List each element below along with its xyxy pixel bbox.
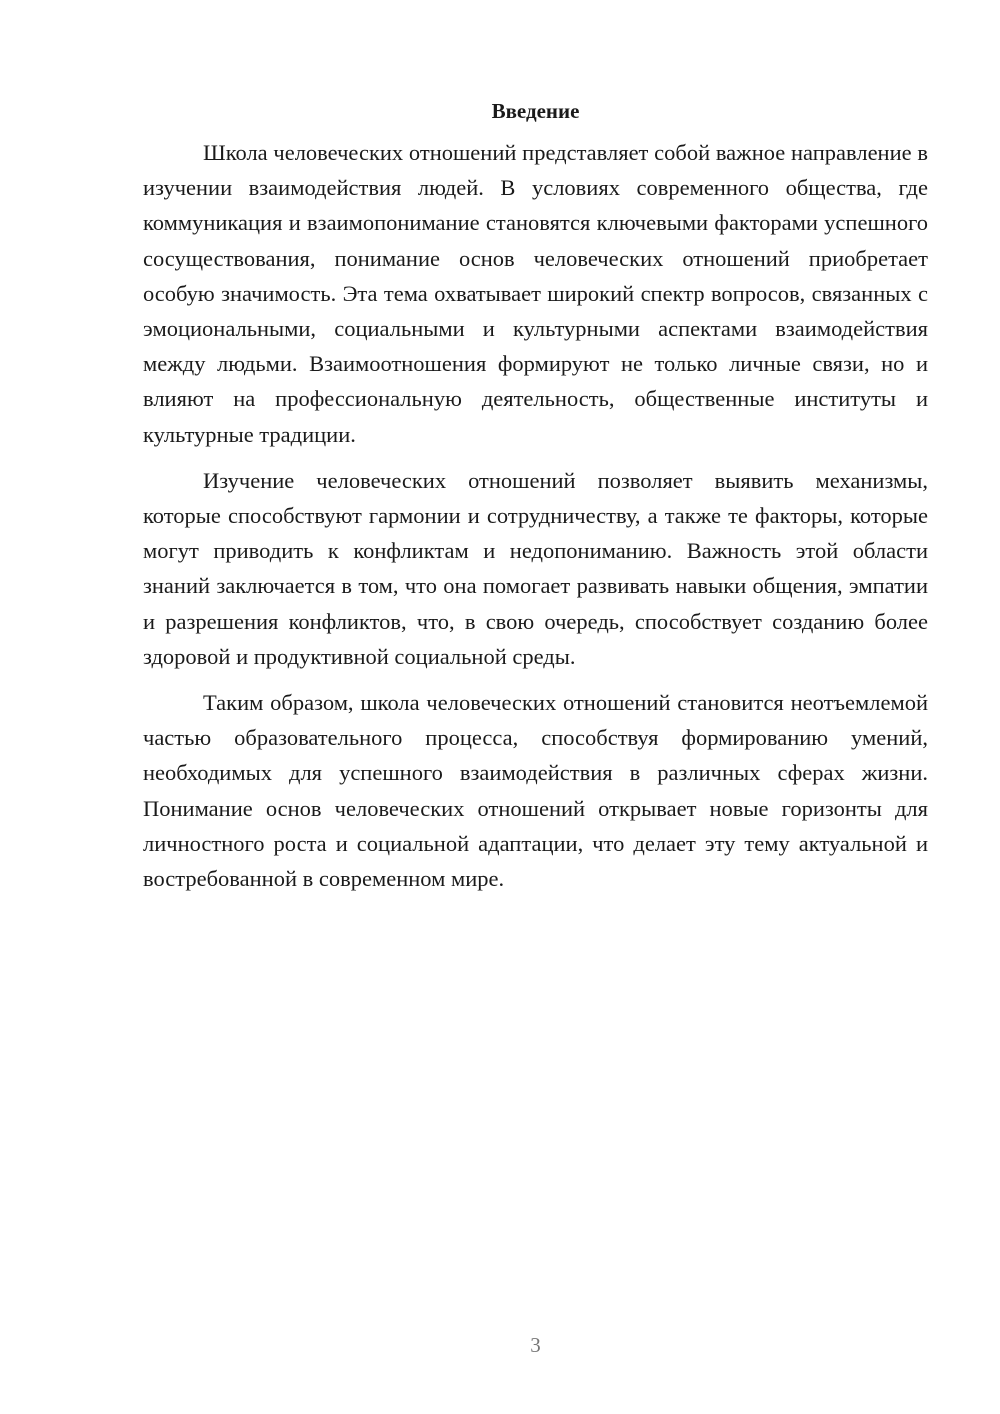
section-heading: Введение [491,99,580,123]
paragraph-2: Изучение человеческих отношений позволяет выявить механизмы, которые способствуют гармонии и сотрудничеству, а также те факторы, которые могут приводить к конфликтам и недопониманию. Важность этой области знаний заключается в том, что она помогает развивать навыки общения, эмпатии и разрешения конфликтов, что, в свою очередь, способствует созданию более здоровой и продуктивной социальной среды. [143,467,928,669]
page-content [143,96,928,907]
page-number: 3 [530,1333,541,1357]
paragraph-1: Школа человеческих отношений представляет собой важное направление в изучении взаимодействия людей. В условиях современного общества, где коммуникация и взаимопонимание становятся ключевыми факторами успешного сосуществования, понимание основ человеческих отношений приобретает особую значимость. Эта тема охватывает широкий спектр вопросов, связанных с эмоциональными, социальными и культурными аспектами взаимодействия между людьми. Взаимоотношения формируют не только личные связи, но и влияют на профессиональную деятельность, общественные институты и культурные традиции. [143,140,928,447]
paragraph-3: Таким образом, школа человеческих отношений становится неотъемлемой частью образовательного процесса, способствуя формированию умений, необходимых для успешного взаимодействия в различных сферах жизни. Понимание основ человеческих отношений открывает новые горизонты для личностного роста и социальной адаптации, что делает эту тему актуальной и востребованной в современном мире. [143,690,928,892]
